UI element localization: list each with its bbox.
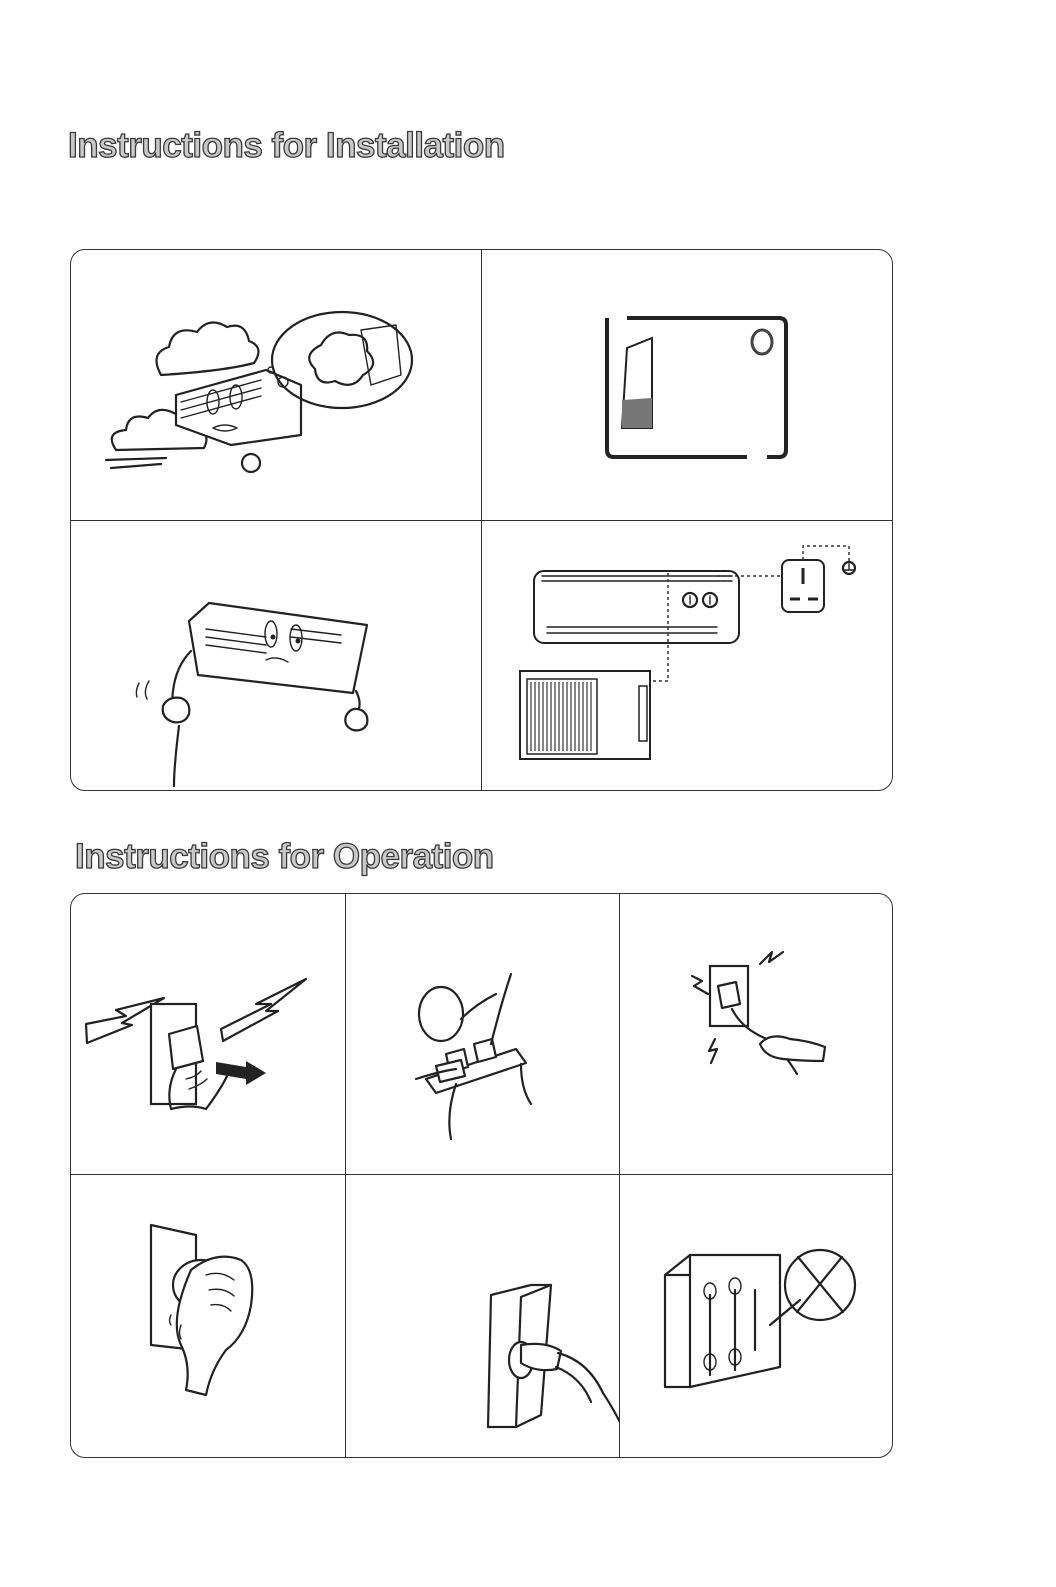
installation-cell-4 bbox=[482, 521, 893, 791]
installation-cell-1 bbox=[71, 250, 481, 520]
operation-cell-5 bbox=[346, 1175, 619, 1458]
operation-title: Instructions for Operation bbox=[75, 837, 494, 876]
circuit-breaker-icon bbox=[482, 250, 893, 520]
operation-cell-2 bbox=[346, 894, 619, 1174]
installation-grid bbox=[70, 249, 893, 791]
power-strip-overload-icon bbox=[346, 894, 619, 1174]
installation-cell-2 bbox=[482, 250, 893, 520]
operation-cell-4 bbox=[71, 1175, 345, 1458]
operation-cell-3 bbox=[620, 894, 893, 1174]
installation-cell-3 bbox=[71, 521, 481, 791]
wet-hand-plug-icon bbox=[71, 1175, 345, 1458]
pulling-cord-spark-icon bbox=[620, 894, 893, 1174]
grounding-connection-icon bbox=[482, 521, 893, 791]
installation-title: Instructions for Installation bbox=[68, 126, 505, 165]
loose-plug-spark-icon bbox=[71, 894, 345, 1174]
operation-cell-6 bbox=[620, 1175, 893, 1458]
operation-cell-1 bbox=[71, 894, 345, 1174]
no-damaged-socket-icon bbox=[620, 1175, 893, 1458]
plug-cord-icon bbox=[346, 1175, 619, 1458]
unit-holding-cable-icon bbox=[71, 521, 481, 791]
unit-smoke-icon bbox=[71, 250, 481, 520]
operation-grid bbox=[70, 893, 893, 1458]
